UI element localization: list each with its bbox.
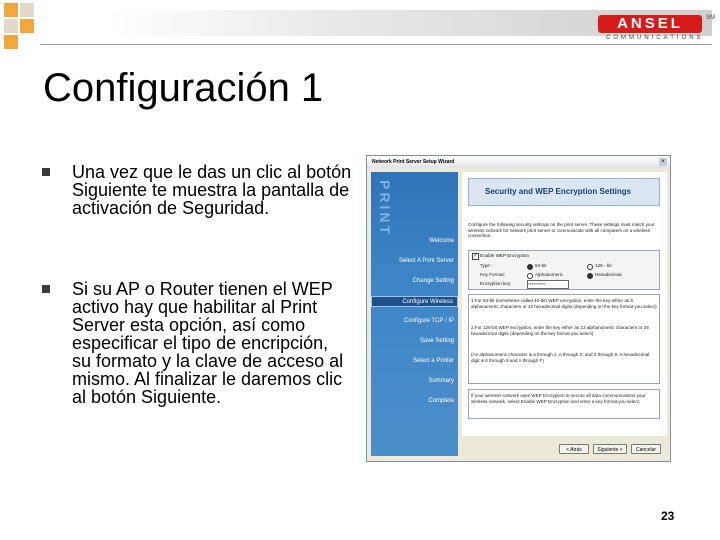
header-divider <box>40 44 712 45</box>
sidebar-item-save-setting: Save Setting <box>419 338 454 344</box>
bullet-marker <box>42 285 50 293</box>
encryption-key-label: Encryption key: <box>480 281 512 286</box>
bullet-marker <box>42 168 50 176</box>
alphanumeric-radio[interactable] <box>527 273 533 279</box>
setup-wizard-dialog <box>366 155 671 462</box>
sidebar-item-welcome: Welcome <box>429 238 454 244</box>
sidebar-item-configure-tcpip: Configure TCP / IP <box>403 318 454 324</box>
help-text-box <box>468 294 660 384</box>
key-format-label: Key Format: <box>480 272 506 277</box>
slide-title: Configuración 1 <box>43 66 324 110</box>
wep-settings-group <box>468 250 660 290</box>
sidebar-item-configure-wireless: Configure Wireless <box>371 296 458 307</box>
wizard-sidebar <box>371 172 458 456</box>
sidebar-item-select-printer: Select a Printer <box>412 358 454 364</box>
ansel-logo <box>598 15 715 43</box>
hexadecimal-label: Hexadecimal <box>595 272 622 277</box>
page-number: 23 <box>661 509 675 523</box>
logo-subtitle: COMMUNICATIONS <box>606 35 704 41</box>
note-text: If your wireless network uses WEP Encryption to secure all data communications your wireless network, select Enable WEP Encryption and enter a key format you select. <box>471 393 646 404</box>
help-text-128bit: 2.For 128-bit WEP encryption, enter the key either as 13 alphanumeric characters or 26 hexadecimal digits (depending on the key format you select) <box>471 325 649 336</box>
cancel-button[interactable]: Cancelar <box>631 444 661 454</box>
next-button[interactable]: Siguiente > <box>593 444 627 454</box>
encryption-key-input[interactable]: ********** <box>527 280 569 289</box>
help-text-64bit: 1.For 64-bit (sometimes called 40-bit) WEP encryption, enter the key either as 5 alphanumeric characters or 10 hexadecimal digits (depending on the key format you select) <box>471 298 657 309</box>
note-box <box>468 389 660 419</box>
wizard-content-panel <box>462 172 667 436</box>
enable-wep-checkbox[interactable]: ✓ <box>473 253 478 259</box>
decorative-square <box>20 19 34 33</box>
intro-text: Configure the following security settings on the print server. These settings must match your wireless network for network print server to communicate with all computers on a wireless connection. <box>468 222 655 239</box>
logo-service-mark: SM <box>706 15 715 21</box>
sidebar-item-change-setting: Change Setting <box>412 278 454 284</box>
logo-name: ANSEL <box>617 15 683 32</box>
close-icon[interactable]: × <box>659 158 667 166</box>
decorative-square <box>4 3 18 17</box>
type-128bit-radio[interactable] <box>587 264 593 270</box>
sidebar-item-complete: Complete <box>428 398 454 404</box>
alphanumeric-label: Alphanumeric <box>535 272 564 277</box>
decorative-square <box>4 35 18 49</box>
help-text-characters: (An alphanumeric character is a through z, A through Z, and 0 through 9. A hexadecimal digit is 0 through 9 and A through F) <box>471 352 650 363</box>
back-button[interactable]: < Atrás <box>559 444 589 454</box>
enable-wep-label: Enable WEP Encryption <box>480 253 529 258</box>
decorative-square <box>20 3 34 17</box>
decorative-square <box>4 19 18 33</box>
sidebar-item-summary: Summary <box>428 378 454 384</box>
sidebar-item-select-print-server: Select A Print Server <box>398 258 454 264</box>
bullet-text: Si su AP o Router tienen el WEP activo hay que habilitar al Print Server esta opción, así como especificar el tipo de encripción, su formato y la clave de acceso al mismo. Al finalizar le daremos clic al botón Siguiente. <box>72 279 344 407</box>
dialog-title: Network Print Server Setup Wizard <box>367 156 670 168</box>
sidebar-logo: PRINT <box>377 180 393 237</box>
type-label: Type : <box>480 263 493 268</box>
type-128bit-label: 128 - bit <box>595 263 612 268</box>
panel-heading: Security and WEP Encryption Settings <box>468 178 660 206</box>
type-64bit-label: 64-bit <box>535 263 547 268</box>
type-64bit-radio[interactable] <box>527 264 533 270</box>
bullet-text: Una vez que le das un clic al botón Siguiente te muestra la pantalla de activación de Seguridad. <box>72 162 352 218</box>
hexadecimal-radio[interactable] <box>587 273 593 279</box>
